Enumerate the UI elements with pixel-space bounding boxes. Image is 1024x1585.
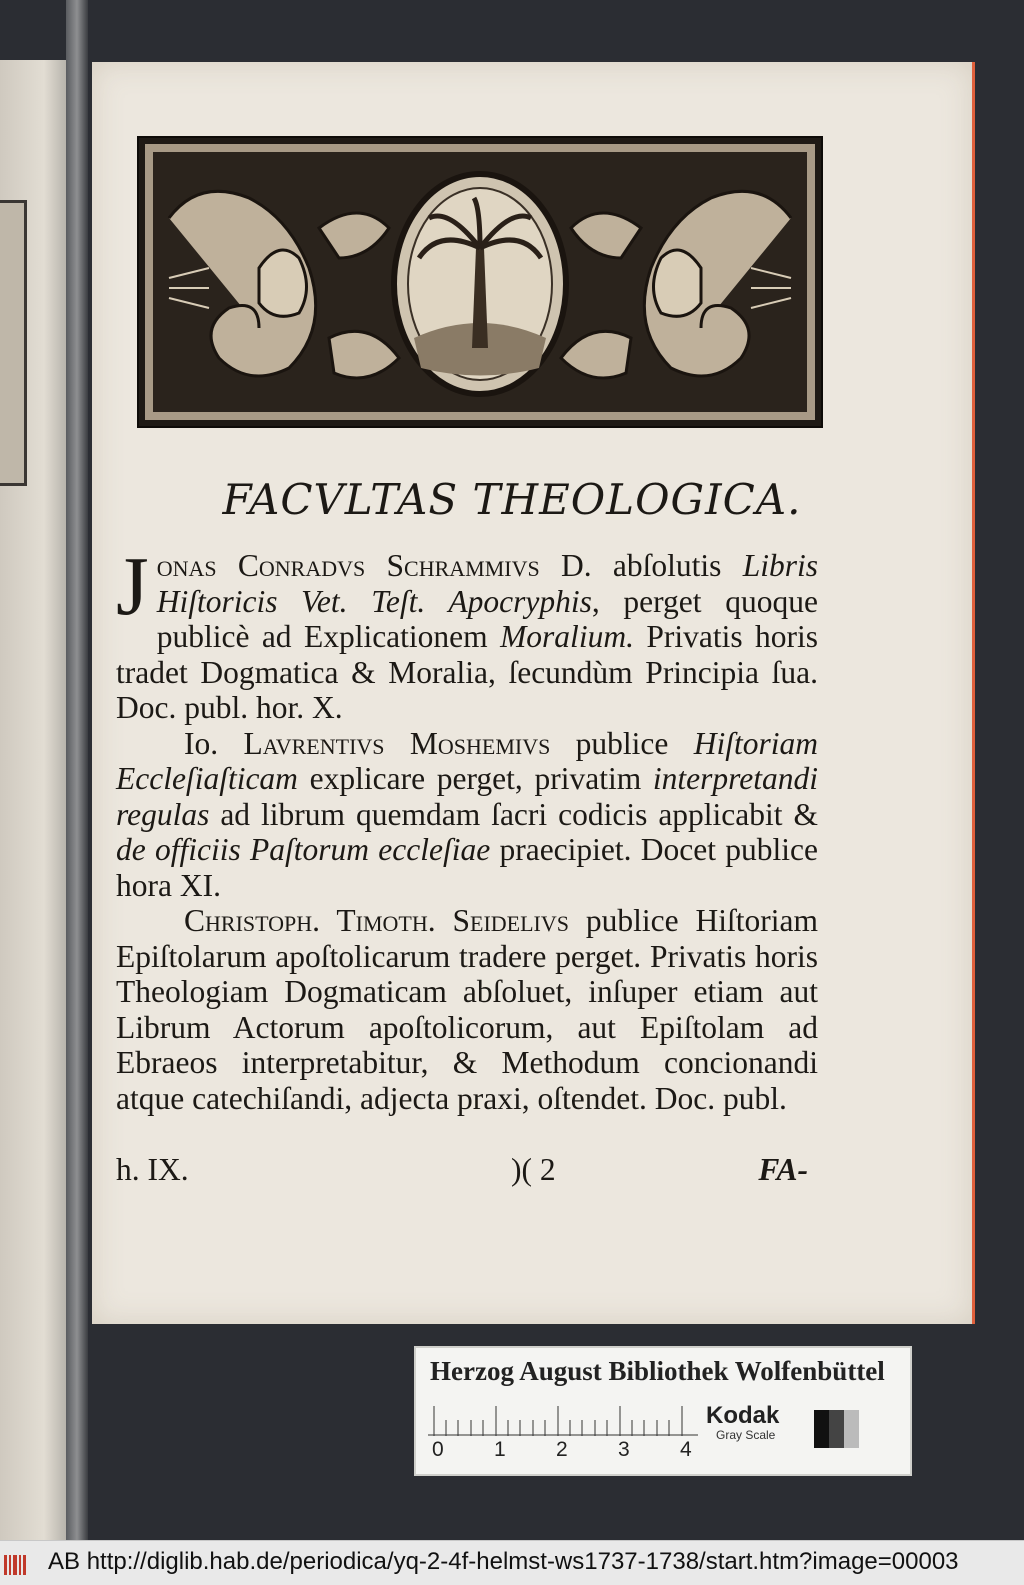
drop-cap: J: [116, 540, 149, 633]
italic-text: de officiis Paſtorum eccleſiae: [116, 832, 491, 867]
italic-text: Moralium.: [500, 619, 634, 654]
source-url[interactable]: [48, 1548, 959, 1576]
gray-patches: [814, 1410, 874, 1448]
paragraph-text: publice: [550, 725, 694, 761]
italic-text: interpretandi regulas: [116, 761, 818, 832]
woodcut-headpiece-ornament: [137, 136, 823, 428]
catchword: FA-: [758, 1152, 808, 1187]
ruler-number: 0: [432, 1438, 444, 1461]
professor-name: onas Conradvs Schrammivs: [156, 548, 540, 583]
paragraph-text: , perget quoque publicè ad Explicationem: [156, 583, 818, 654]
gray-scale-label: Gray Scale: [716, 1428, 776, 1442]
footer-hour: h. IX.: [116, 1152, 189, 1187]
paragraph-text: Privatis horis tradet Dogmatica & Moralia, ſecundùm Principia ſua. Doc. publ. hor. X.: [116, 619, 818, 725]
url-prefix: AB: [48, 1548, 81, 1575]
institution-name: Herzog August Bibliothek Wolfenbüttel: [430, 1356, 885, 1386]
paragraph-seidelius: [116, 903, 818, 1116]
gray-patch: [829, 1410, 844, 1448]
professor-name: Christoph. Timoth. Seidelivs: [184, 903, 569, 938]
paragraph-text: explicare perget, privatim: [297, 761, 653, 796]
ruler-number: 4: [680, 1438, 692, 1461]
ruler-number: 3: [618, 1438, 630, 1461]
palm-tree-cartouche-icon: [139, 138, 821, 426]
page-footer: [116, 1152, 818, 1192]
ruler-number: 1: [494, 1438, 506, 1461]
gray-patch: [859, 1410, 874, 1448]
italic-text: Hiſtoriam Eccleſiaſticam: [116, 725, 818, 796]
url-link[interactable]: http://diglib.hab.de/periodica/yq-2-4f-helmst-ws1737-1738/start.htm?image=00003: [86, 1548, 959, 1575]
paragraph-text: D. abſolutis: [539, 548, 743, 583]
paragraph-text: Io.: [184, 725, 244, 761]
body-text: [116, 540, 818, 1116]
page-title: FACVLTAS THEOLOGICA.: [222, 475, 802, 524]
paragraph-schrammius: [116, 540, 818, 726]
gray-patch: [814, 1410, 829, 1448]
color-calibration-card: [414, 1346, 912, 1476]
paragraph-text: praecipiet. Docet publice hora XI.: [116, 832, 818, 903]
ruler-icon: [428, 1406, 698, 1436]
kodak-logo: Kodak: [706, 1402, 780, 1429]
gray-patch: [844, 1410, 859, 1448]
facing-page-ornament-edge: [0, 200, 27, 486]
hab-barcode-logo-icon: [4, 1553, 44, 1577]
signature-mark: )( 2: [511, 1152, 556, 1187]
ruler-number: 2: [556, 1438, 568, 1461]
paragraph-text: ad librum quemdam ſacri codicis applicabit &: [209, 796, 818, 832]
paragraph-text: publice Hiſtoriam Epiſtolarum apoſtolicarum tradere perget. Privatis horis Theologiam Dogmaticam abſoluet, inſuper etiam aut Librum Actorum apoſtolicorum, aut Epiſtolam ad Ebraeos interpretabitur, & Methodum concionandi atque catechiſandi, adjecta praxi, oſtendet. Doc. publ.: [116, 903, 818, 1116]
book-binding: [66, 0, 88, 1540]
italic-text: Libris Hiſtoricis Vet. Teſt. Apocryphis: [156, 548, 818, 619]
url-footer-bar: [0, 1540, 1024, 1585]
professor-name: Lavrentivs Moshemivs: [243, 725, 551, 761]
paragraph-moshemius: [116, 726, 818, 904]
